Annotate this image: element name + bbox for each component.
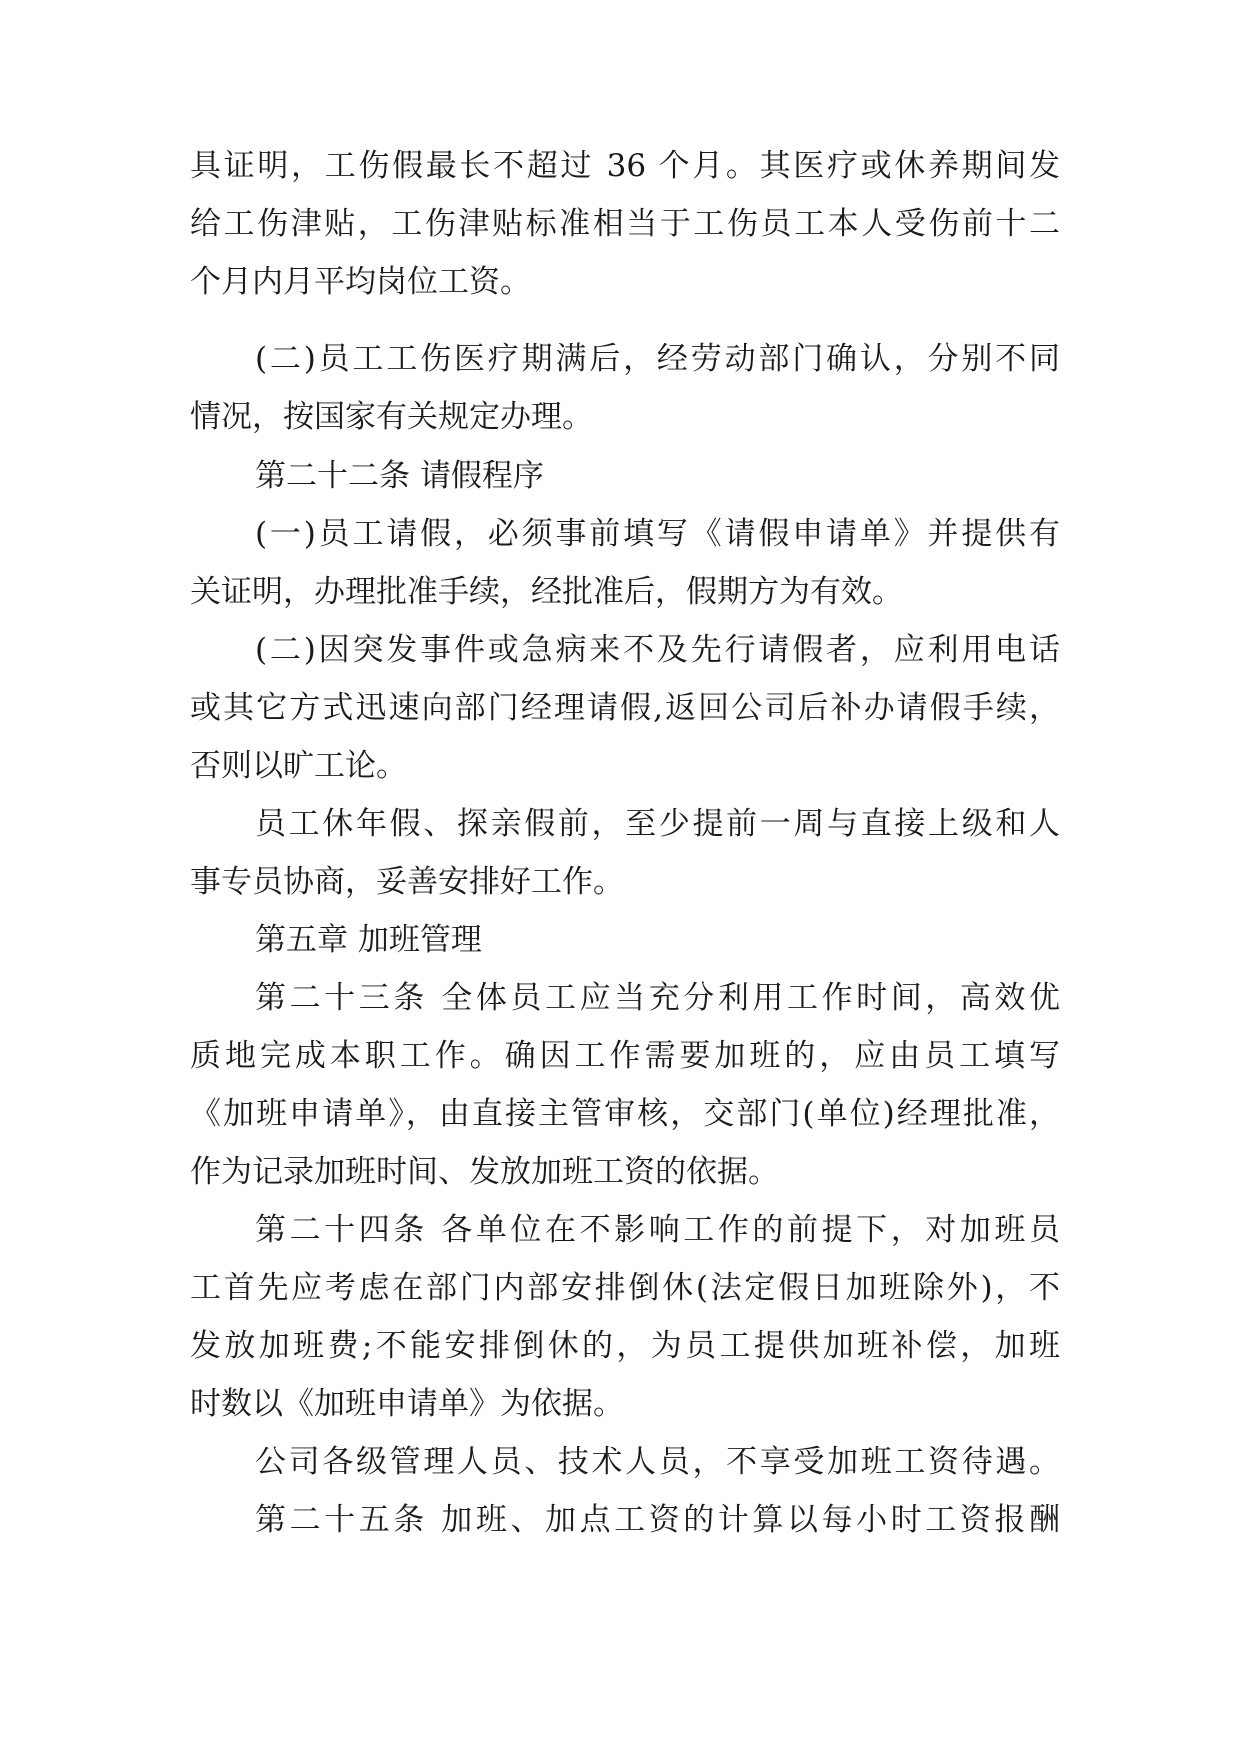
text-line: 第二十四条 各单位在不影响工作的前提下，对加班员 — [255, 1212, 1060, 1248]
text-line: (二)因突发事件或急病来不及先行请假者，应利用电话 — [255, 632, 1060, 668]
text-line: 关证明，办理批准手续，经批准后，假期方为有效。 — [190, 574, 903, 610]
text-line: 工首先应考虑在部门内部安排倒休(法定假日加班除外)，不 — [190, 1270, 1060, 1306]
text-line: 第二十三条 全体员工应当充分利用工作时间，高效优 — [255, 980, 1060, 1016]
text-line: 事专员协商，妥善安排好工作。 — [190, 864, 624, 900]
text-line: 员工休年假、探亲假前，至少提前一周与直接上级和人 — [255, 806, 1060, 842]
text-line: 发放加班费;不能安排倒休的，为员工提供加班补偿，加班 — [190, 1328, 1060, 1364]
chapter-heading: 第五章 加班管理 — [255, 922, 482, 958]
text-line: 情况，按国家有关规定办理。 — [190, 399, 593, 435]
text-line: 个月内月平均岗位工资。 — [190, 264, 531, 300]
text-line: 质地完成本职工作。确因工作需要加班的，应由员工填写 — [190, 1038, 1060, 1074]
article-heading: 第二十二条 请假程序 — [255, 458, 544, 494]
text-line: 第二十五条 加班、加点工资的计算以每小时工资报酬 — [255, 1502, 1060, 1538]
text-line: (二)员工工伤医疗期满后，经劳动部门确认，分别不同 — [255, 341, 1060, 377]
text-line: 给工伤津贴，工伤津贴标准相当于工伤员工本人受伤前十二 — [190, 206, 1060, 242]
text-line: 或其它方式迅速向部门经理请假,返回公司后补办请假手续， — [190, 690, 1060, 726]
text-line: 具证明，工伤假最长不超过 36 个月。其医疗或休养期间发 — [190, 148, 1060, 184]
text-line: 公司各级管理人员、技术人员，不享受加班工资待遇。 — [255, 1444, 1060, 1480]
text-line: 《加班申请单》，由直接主管审核，交部门(单位)经理批准， — [190, 1096, 1060, 1132]
text-line: 否则以旷工论。 — [190, 748, 407, 784]
text-line: 作为记录加班时间、发放加班工资的依据。 — [190, 1154, 779, 1190]
text-line: 时数以《加班申请单》为依据。 — [190, 1386, 624, 1422]
text-line: (一)员工请假，必须事前填写《请假申请单》并提供有 — [255, 516, 1060, 552]
